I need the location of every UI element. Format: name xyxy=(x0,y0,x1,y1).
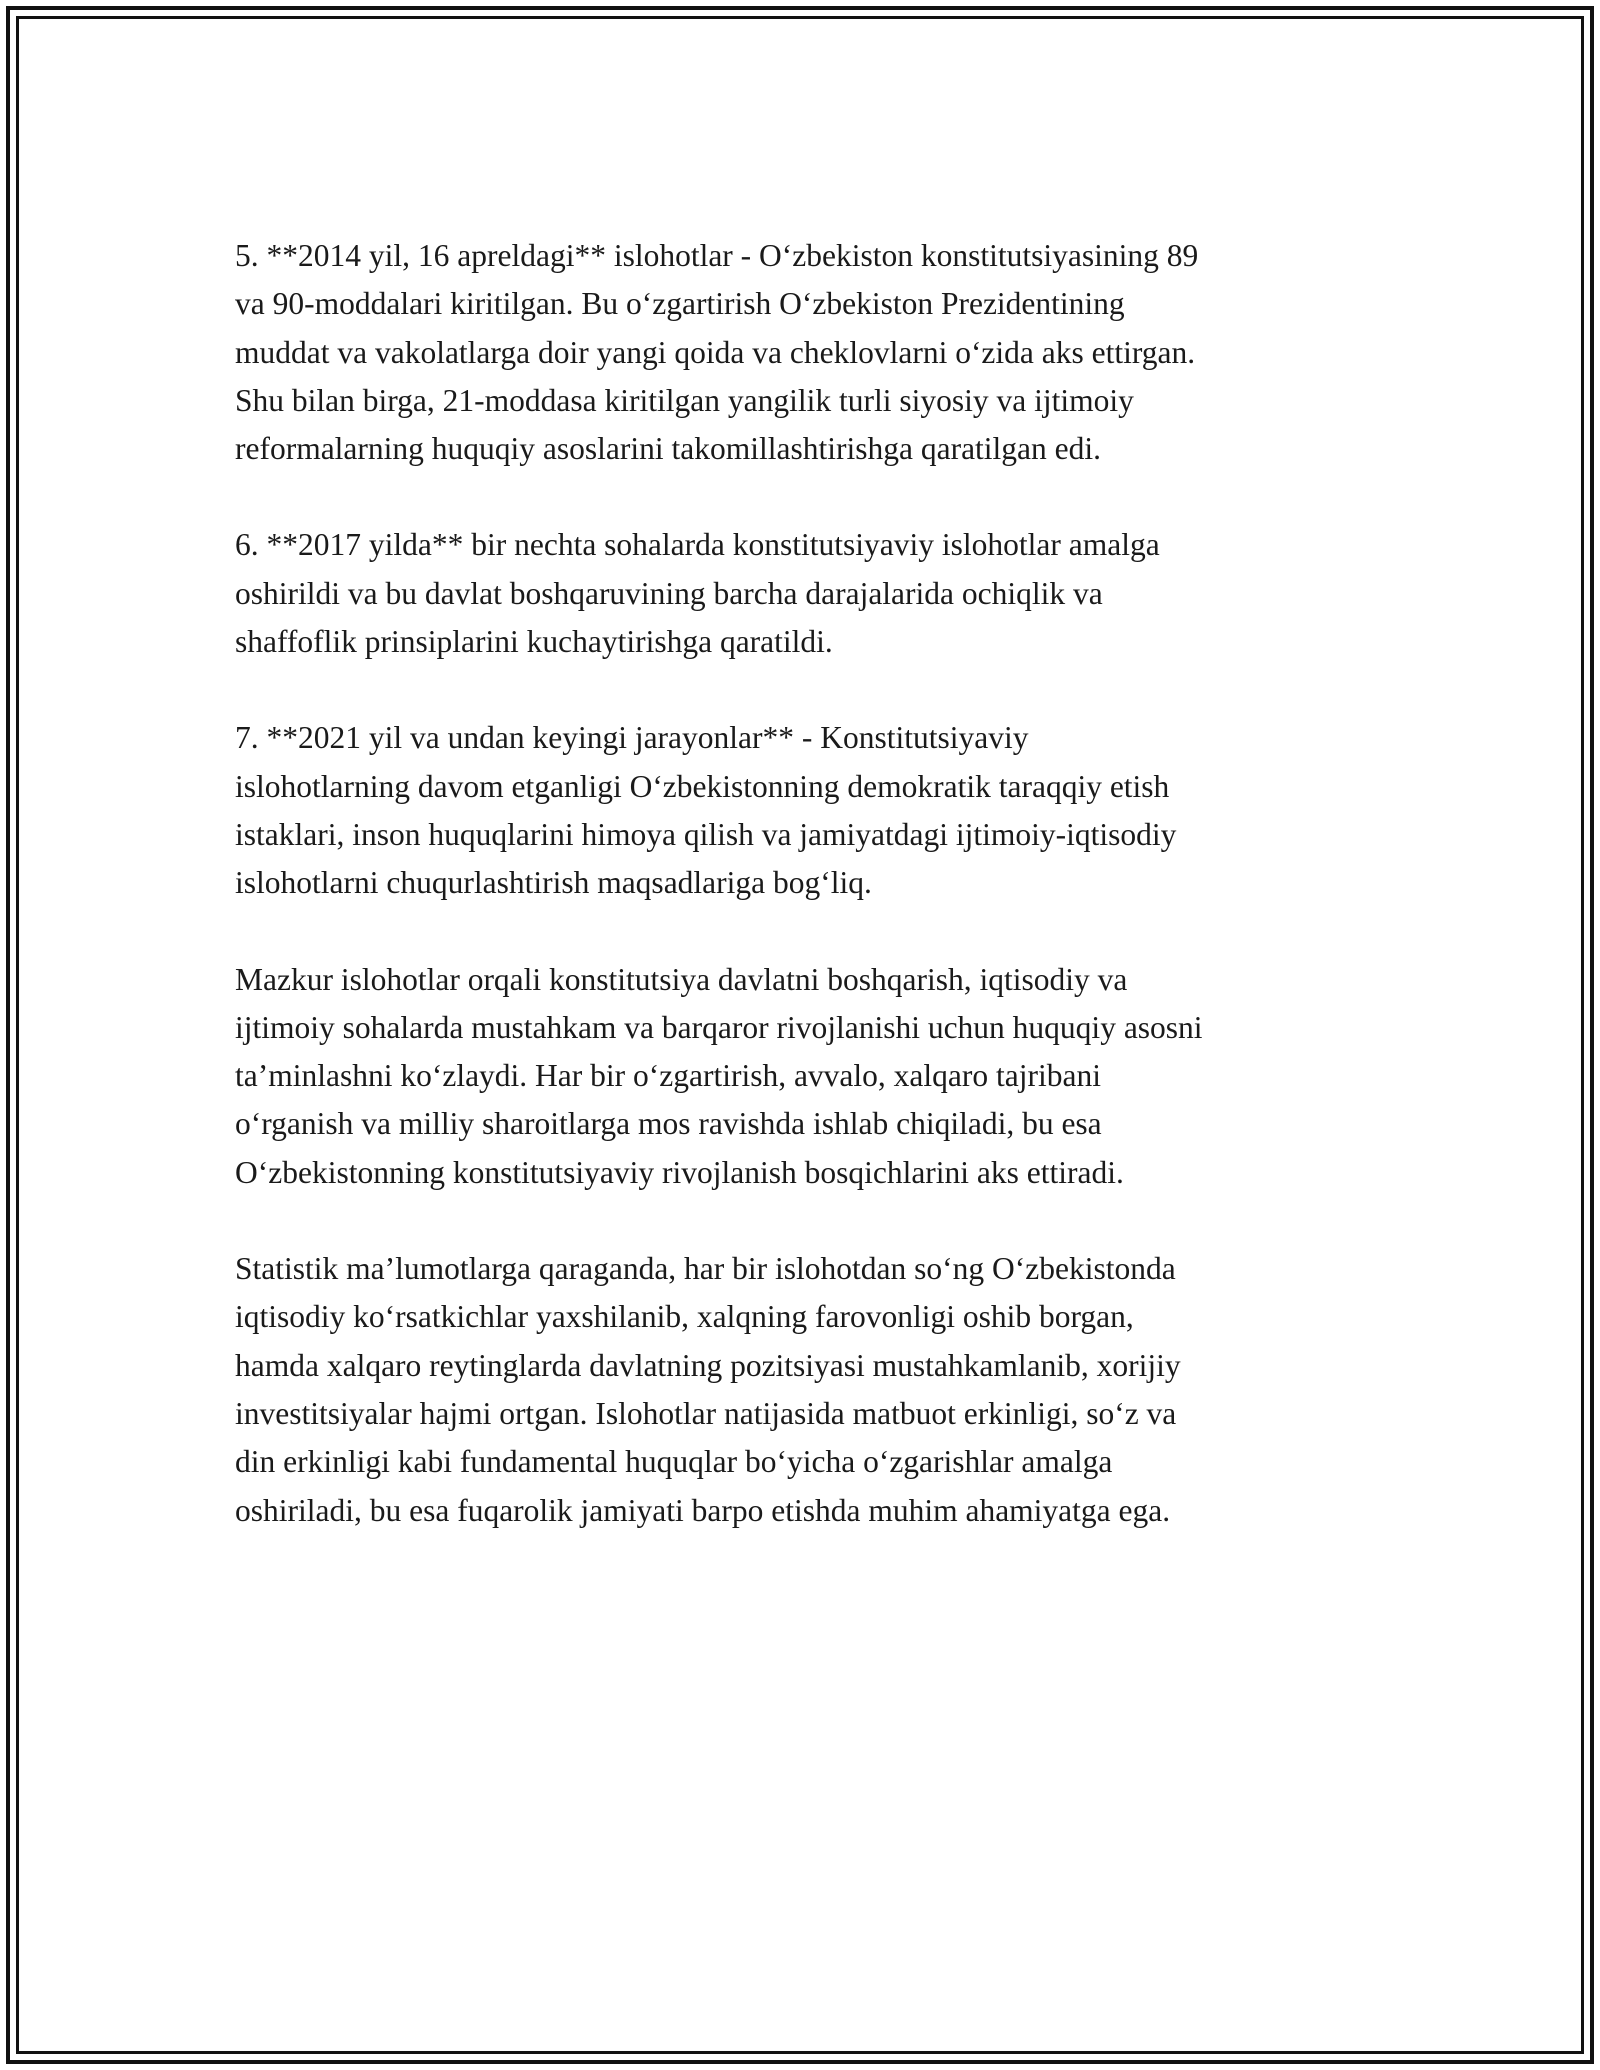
document-body xyxy=(235,232,1395,1583)
paragraph-statistics: Statistik ma’lumotlarga qaraganda, har bir islohotdan so‘ng O‘zbekistonda iqtisodiy ko‘rsatkichlar yaxshilanib, xalqning farovonligi oshib borgan, hamda xalqaro reytinglarda davlatning pozitsiyasi mustahkamlanib, xorijiy investitsiyalar hajmi ortgan. Islohotlar natijasida matbuot erkinligi, so‘z va din erkinligi kabi fundamental huquqlar bo‘yicha o‘zgarishlar amalga oshiriladi, bu esa fuqarolik jamiyati barpo etishda muhim ahamiyatga ega. xyxy=(235,1251,1181,1528)
paragraph-summary: Mazkur islohotlar orqali konstitutsiya davlatni boshqarish, iqtisodiy va ijtimoiy sohalarda mustahkam va barqaror rivojlanishi uchun huquqiy asosni ta’minlashni ko‘zlaydi. Har bir o‘zgartirish, avvalo, xalqaro tajribani o‘rganish va milliy sharoitlarga mos ravishda ishlab chiqiladi, bu esa O‘zbekistonning konstitutsiyaviy rivojlanish bosqichlarini aks ettiradi. xyxy=(235,961,1203,1190)
paragraph-item-5: 5. **2014 yil, 16 apreldagi** islohotlar - O‘zbekiston konstitutsiyasining 89 va 90-moddalari kiritilgan. Bu o‘zgartirish O‘zbekiston Prezidentining muddat va vakolatlarga doir yangi qoida va cheklovlarni o‘zida aks ettirgan. Shu bilan birga, 21-moddasa kiritilgan yangilik turli siyosiy va ijtimoiy reformalarning huquqiy asoslarini takomillashtirishga qaratilgan edi. xyxy=(235,238,1199,467)
paragraph-item-6: 6. **2017 yilda** bir nechta sohalarda konstitutsiyaviy islohotlar amalga oshirildi va bu davlat boshqaruvining barcha darajalarida ochiqlik va shaffoflik prinsiplarini kuchaytirishga qaratildi. xyxy=(235,527,1160,660)
paragraph-item-7: 7. **2021 yil va undan keyingi jarayonlar** - Konstitutsiyaviy islohotlarning davom etganligi O‘zbekistonning demokratik taraqqiy etish istaklari, inson huquqlarini himoya qilish va jamiyatdagi ijtimoiy-iqtisodiy islohotlarni chuqurlashtirish maqsadlariga bog‘liq. xyxy=(235,720,1177,901)
